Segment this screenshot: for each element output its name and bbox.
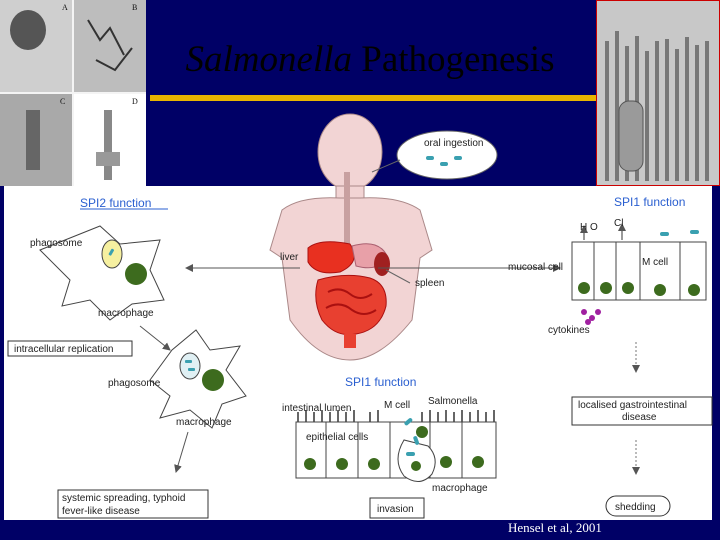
- spleen-organ: [374, 252, 390, 276]
- phagosome-2: [180, 353, 200, 379]
- cl-label: Cl: [614, 218, 624, 229]
- cell-nucleus: [416, 426, 428, 438]
- cell-nucleus: [336, 458, 348, 470]
- intracellular-replication-text: intracellular replication: [14, 344, 114, 355]
- micrograph-label-b: B: [132, 3, 138, 12]
- cytokines-label: cytokines: [548, 325, 590, 336]
- h2o-label: H O: [580, 222, 598, 233]
- invasion-text: invasion: [377, 504, 414, 515]
- spi1-function-mid-label: SPI1 function: [345, 375, 417, 389]
- cell-nucleus: [472, 456, 484, 468]
- bacterium-icon: [690, 230, 699, 234]
- cell-nucleus: [578, 282, 590, 294]
- liver-label: liver: [280, 252, 299, 263]
- liver-organ: [308, 242, 354, 273]
- cell-nucleus: [688, 284, 700, 296]
- bacterium-icon: [440, 162, 448, 166]
- macrophage-cell-2: [150, 330, 246, 428]
- rectum-organ: [344, 334, 356, 348]
- localised-line-2: disease: [622, 412, 657, 423]
- mucosal-cell-label: mucosal cell: [508, 262, 564, 273]
- bacterium-icon: [185, 360, 192, 363]
- macrophage-1-label: macrophage: [98, 308, 154, 319]
- localised-line-1: localised gastrointestinal: [578, 400, 687, 411]
- macrophage-2-nucleus: [202, 369, 224, 391]
- cell-nucleus: [654, 284, 666, 296]
- macrophage-3-label: macrophage: [432, 483, 488, 494]
- salmonella-label: Salmonella: [428, 396, 478, 407]
- bacterium-icon: [660, 232, 669, 236]
- cytokines-cluster: [581, 309, 601, 325]
- cell-nucleus: [304, 458, 316, 470]
- micrograph-label-a: A: [62, 3, 68, 12]
- macrophage-3-nucleus: [411, 461, 421, 471]
- bacterium-icon: [454, 156, 462, 160]
- macrophage-2-membrane: [150, 330, 246, 428]
- bacterium-icon: [188, 368, 195, 371]
- m-cell-right-label: M cell: [642, 257, 669, 268]
- systemic-line-1: systemic spreading, typhoid: [62, 493, 186, 504]
- intestinal-lumen-label: intestinal lumen: [282, 403, 352, 414]
- micrograph-label-d: D: [132, 97, 138, 106]
- macrophage-1-nucleus: [125, 263, 147, 285]
- mucosal-cell-row: [572, 242, 706, 300]
- spi1-function-top-label: SPI1 function: [614, 195, 686, 209]
- arrow-to-systemic: [176, 432, 188, 472]
- oral-ingestion-label: oral ingestion: [424, 138, 484, 149]
- title-italic: Salmonella: [185, 39, 353, 80]
- systemic-line-2: fever-like disease: [62, 506, 140, 517]
- cell-nucleus: [600, 282, 612, 294]
- cytokine-dot: [581, 309, 587, 315]
- bacterium-icon: [406, 452, 415, 456]
- bacterium-icon: [426, 156, 434, 160]
- cell-nucleus: [368, 458, 380, 470]
- phagosome-2-label: phagosome: [108, 378, 161, 389]
- citation: Hensel et al, 2001: [508, 520, 602, 535]
- epithelial-cells-label: epithelial cells: [306, 432, 369, 443]
- spi2-function-label: SPI2 function: [80, 196, 152, 210]
- macrophage-2-label: macrophage: [176, 417, 232, 428]
- oral-ingestion-bubble: [372, 131, 497, 179]
- spleen-label: spleen: [415, 278, 445, 289]
- arrow-macrophage-1-to-2: [140, 326, 170, 350]
- title-rest: Pathogenesis: [352, 39, 555, 80]
- shedding-text: shedding: [615, 502, 656, 513]
- cell-nucleus: [440, 456, 452, 468]
- m-cell-mid-label: M cell: [384, 400, 411, 411]
- phagosome-1-label: phagosome: [30, 238, 83, 249]
- intestinal-epithelium-mid: [296, 410, 496, 482]
- cytokine-dot: [595, 309, 601, 315]
- micrograph-label-c: C: [60, 97, 66, 106]
- mucosal-epithelium-right: [572, 230, 706, 300]
- cell-nucleus: [622, 282, 634, 294]
